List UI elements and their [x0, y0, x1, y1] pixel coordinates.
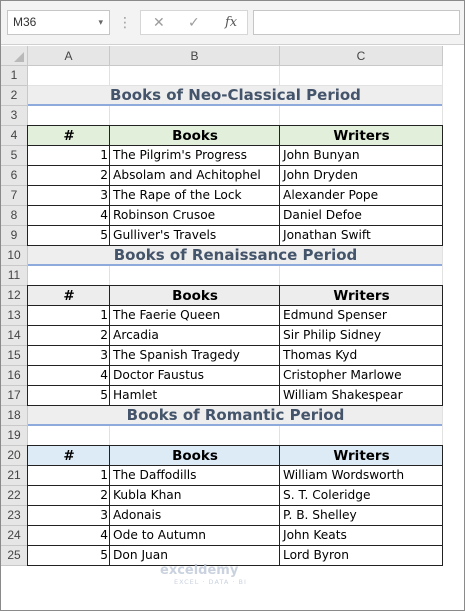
- item-number[interactable]: 4: [100, 368, 108, 382]
- item-number[interactable]: 4: [100, 208, 108, 222]
- row-header[interactable]: 8: [1, 206, 28, 226]
- row-header[interactable]: 12: [1, 286, 28, 306]
- column-header-a[interactable]: A: [28, 46, 110, 66]
- table-border: [27, 545, 443, 546]
- row-header[interactable]: 10: [1, 246, 28, 266]
- table-border: [279, 285, 280, 406]
- row-header[interactable]: 23: [1, 506, 28, 526]
- writer-cell[interactable]: Sir Philip Sidney: [283, 328, 382, 342]
- name-box-value: M36: [13, 15, 37, 29]
- writer-cell[interactable]: Daniel Defoe: [283, 208, 362, 222]
- table-border: [279, 445, 280, 566]
- header-books[interactable]: Books: [172, 288, 218, 304]
- table-border: [109, 445, 110, 566]
- writer-cell[interactable]: Alexander Pope: [283, 188, 379, 202]
- header-writers[interactable]: Writers: [333, 128, 390, 144]
- book-title-cell[interactable]: Doctor Faustus: [113, 368, 204, 382]
- item-number[interactable]: 1: [100, 148, 108, 162]
- row-header[interactable]: 7: [1, 186, 28, 206]
- name-box[interactable]: [7, 10, 110, 35]
- book-title-cell[interactable]: The Rape of the Lock: [113, 188, 242, 202]
- item-number[interactable]: 2: [100, 488, 108, 502]
- book-title-cell[interactable]: The Pilgrim's Progress: [113, 148, 247, 162]
- book-title-cell[interactable]: The Spanish Tragedy: [113, 348, 240, 362]
- section-title[interactable]: Books of Renaissance Period: [113, 246, 358, 264]
- table-border: [27, 445, 443, 446]
- row-header[interactable]: 17: [1, 386, 28, 406]
- book-title-cell[interactable]: Hamlet: [113, 388, 158, 402]
- section-title[interactable]: Books of Neo-Classical Period: [110, 86, 361, 104]
- section-title[interactable]: Books of Romantic Period: [126, 406, 345, 424]
- table-border: [27, 305, 443, 306]
- row-header[interactable]: 1: [1, 66, 28, 86]
- watermark-tagline: EXCEL · DATA · BI: [174, 578, 247, 586]
- table-border: [27, 485, 443, 486]
- column-header-b[interactable]: B: [110, 46, 280, 66]
- writer-cell[interactable]: Lord Byron: [283, 548, 349, 562]
- row-header[interactable]: 14: [1, 326, 28, 346]
- select-all-corner[interactable]: [1, 46, 28, 66]
- formula-bar: [1, 1, 464, 45]
- item-number[interactable]: 2: [100, 328, 108, 342]
- row-header[interactable]: 25: [1, 546, 28, 566]
- row-header[interactable]: 6: [1, 166, 28, 186]
- book-title-cell[interactable]: Adonais: [113, 508, 162, 522]
- watermark-logo: exceldemy: [160, 563, 239, 578]
- table-border: [27, 325, 443, 326]
- item-number[interactable]: 4: [100, 528, 108, 542]
- writer-cell[interactable]: Thomas Kyd: [283, 348, 358, 362]
- row-header[interactable]: 24: [1, 526, 28, 546]
- header-books[interactable]: Books: [172, 128, 218, 144]
- row-header[interactable]: 15: [1, 346, 28, 366]
- item-number[interactable]: 3: [100, 508, 108, 522]
- row-header[interactable]: 18: [1, 406, 28, 426]
- table-border: [27, 345, 443, 346]
- item-number[interactable]: 3: [100, 348, 108, 362]
- table-border: [442, 125, 443, 246]
- table-border: [27, 445, 28, 566]
- more-options-icon[interactable]: ⋮: [118, 14, 132, 30]
- table-border: [27, 145, 443, 146]
- writer-cell[interactable]: S. T. Coleridge: [283, 488, 371, 502]
- book-title-cell[interactable]: Arcadia: [113, 328, 159, 342]
- writer-cell[interactable]: John Keats: [283, 528, 347, 542]
- row-header[interactable]: 21: [1, 466, 28, 486]
- table-border: [27, 385, 443, 386]
- item-number[interactable]: 3: [100, 188, 108, 202]
- item-number[interactable]: 1: [100, 308, 108, 322]
- writer-cell[interactable]: Cristopher Marlowe: [283, 368, 402, 382]
- table-border: [27, 525, 443, 526]
- table-border: [27, 365, 443, 366]
- table-border: [109, 285, 110, 406]
- row-header[interactable]: 11: [1, 266, 28, 286]
- book-title-cell[interactable]: Kubla Khan: [113, 488, 182, 502]
- row-header[interactable]: 22: [1, 486, 28, 506]
- table-border: [27, 205, 443, 206]
- item-number[interactable]: 5: [100, 388, 108, 402]
- row-header[interactable]: 9: [1, 226, 28, 246]
- writer-cell[interactable]: John Bunyan: [283, 148, 360, 162]
- book-title-cell[interactable]: Absolam and Achitophel: [113, 168, 261, 182]
- table-border: [27, 465, 443, 466]
- writer-cell[interactable]: William Shakespear: [283, 388, 403, 402]
- book-title-cell[interactable]: Don Juan: [113, 548, 168, 562]
- row-header[interactable]: 16: [1, 366, 28, 386]
- item-number[interactable]: 5: [100, 548, 108, 562]
- header-writers[interactable]: Writers: [333, 288, 390, 304]
- writer-cell[interactable]: P. B. Shelley: [283, 508, 357, 522]
- table-border: [442, 445, 443, 566]
- formula-buttons: [140, 10, 248, 35]
- writer-cell[interactable]: Edmund Spenser: [283, 308, 387, 322]
- table-border: [27, 285, 28, 406]
- row-header[interactable]: 3: [1, 106, 28, 126]
- table-border: [27, 505, 443, 506]
- book-title-cell[interactable]: Robinson Crusoe: [113, 208, 216, 222]
- writer-cell[interactable]: William Wordsworth: [283, 468, 405, 482]
- table-border: [442, 285, 443, 406]
- select-all-icon: [14, 52, 24, 62]
- header-number[interactable]: #: [63, 288, 75, 304]
- header-writers[interactable]: Writers: [333, 448, 390, 464]
- item-number[interactable]: 2: [100, 168, 108, 182]
- row-header[interactable]: 19: [1, 426, 28, 446]
- row-header[interactable]: 2: [1, 86, 28, 106]
- book-title-cell[interactable]: Ode to Autumn: [113, 528, 206, 542]
- table-border: [27, 225, 443, 226]
- table-border: [27, 185, 443, 186]
- book-title-cell[interactable]: Gulliver's Travels: [113, 228, 217, 242]
- column-header-c[interactable]: C: [280, 46, 443, 66]
- header-number[interactable]: #: [63, 128, 75, 144]
- book-title-cell[interactable]: The Faerie Queen: [113, 308, 221, 322]
- insert-function-icon[interactable]: fx: [225, 15, 238, 30]
- header-number[interactable]: #: [63, 448, 75, 464]
- table-border: [27, 125, 443, 126]
- table-border: [27, 125, 28, 246]
- book-title-cell[interactable]: The Daffodills: [113, 468, 197, 482]
- exceldemy-watermark: [160, 563, 247, 586]
- item-number[interactable]: 5: [100, 228, 108, 242]
- check-icon[interactable]: ✓: [188, 14, 200, 30]
- formula-input[interactable]: [253, 10, 460, 35]
- table-border: [109, 125, 110, 246]
- row-header[interactable]: 13: [1, 306, 28, 326]
- table-border: [27, 285, 443, 286]
- row-header[interactable]: 4: [1, 126, 28, 146]
- chevron-down-icon[interactable]: ▾: [98, 17, 103, 27]
- writer-cell[interactable]: Jonathan Swift: [283, 228, 371, 242]
- table-border: [27, 165, 443, 166]
- table-border: [279, 125, 280, 246]
- writer-cell[interactable]: John Dryden: [283, 168, 358, 182]
- row-header[interactable]: 20: [1, 446, 28, 466]
- header-books[interactable]: Books: [172, 448, 218, 464]
- cancel-icon[interactable]: ✕: [153, 14, 165, 30]
- item-number[interactable]: 1: [100, 468, 108, 482]
- row-header[interactable]: 5: [1, 146, 28, 166]
